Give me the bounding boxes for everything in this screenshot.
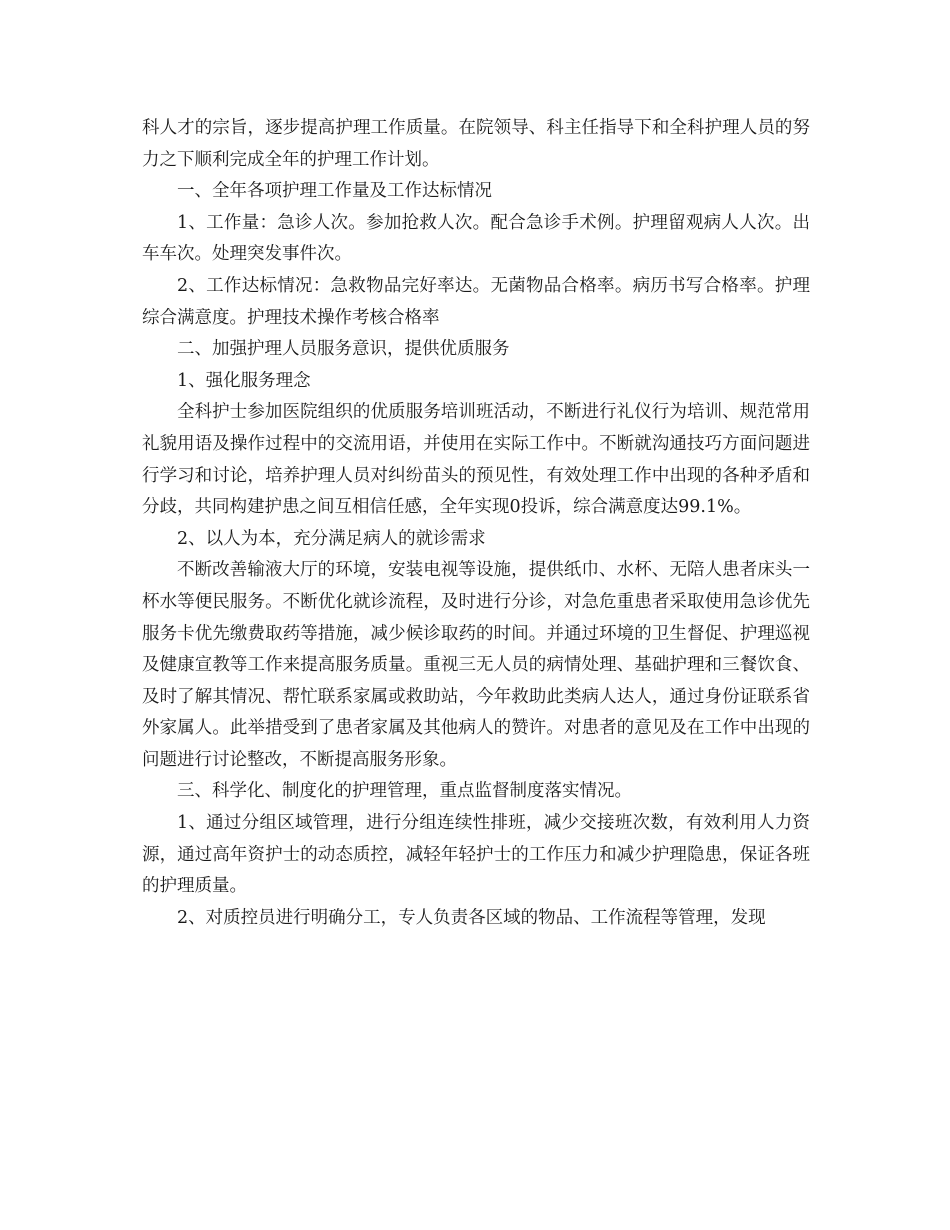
paragraph-zone-management: 1、通过分组区域管理，进行分组连续性排班，减少交接班次数，有效利用人力资源，通过高年资护士的动态质控，减轻年轻护士的工作压力和减少护理隐患，保证各班的护理质量。: [142, 813, 810, 897]
section-heading-3: 三、科学化、制度化的护理管理，重点监督制度落实情况。: [177, 781, 632, 802]
section-heading-1: 一、全年各项护理工作量及工作达标情况: [177, 181, 492, 202]
section-heading-2: 二、加强护理人员服务意识，提供优质服务: [177, 339, 510, 360]
subheading-patient-needs: 2、以人为本，充分满足病人的就诊需求: [177, 528, 486, 549]
subheading-service-concept: 1、强化服务理念: [177, 370, 311, 391]
paragraph-continuation: 科人才的宗旨，逐步提高护理工作质量。在院领导、科主任指导下和全科护理人员的努力之下顺利完成全年的护理工作计划。: [142, 118, 810, 170]
paragraph-quality-control: 2、对质控员进行明确分工，专人负责各区域的物品、工作流程等管理，发现: [177, 907, 766, 928]
document-body: [142, 113, 810, 934]
paragraph-standards: 2、工作达标情况：急救物品完好率达。无菌物品合格率。病历书写合格率。护理综合满意度。护理技术操作考核合格率: [142, 275, 810, 328]
paragraph-patient-services: 不断改善输液大厅的环境，安装电视等设施，提供纸巾、水杯、无陪人患者床头一杯水等便民服务。不断优化就诊流程，及时进行分诊，对急危重患者采取使用急诊优先服务卡优先缴费取药等措施，减少候诊取药的时间。并通过环境的卫生督促、护理巡视及健康宣教等工作来提高服务质量。重视三无人员的病情处理、基础护理和三餐饮食、及时了解其情况、帮忙联系家属或救助站，今年救助此类病人达人，通过身份证联系省外家属人。此举措受到了患者家属及其他病人的赞许。对患者的意见及在工作中出现的问题进行讨论整改，不断提高服务形象。: [142, 560, 810, 770]
paragraph-service-training: 全科护士参加医院组织的优质服务培训班活动，不断进行礼仪行为培训、规范常用礼貌用语及操作过程中的交流用语，并使用在实际工作中。不断就沟通技巧方面问题进行学习和讨论，培养护理人员对纠纷苗头的预见性，有效处理工作中出现的各种矛盾和分歧，共同构建护患之间互相信任感，全年实现0投诉，综合满意度达99.1%。: [142, 402, 810, 518]
paragraph-workload: 1、工作量：急诊人次。参加抢救人次。配合急诊手术例。护理留观病人人次。出车车次。处理突发事件次。: [142, 212, 810, 265]
